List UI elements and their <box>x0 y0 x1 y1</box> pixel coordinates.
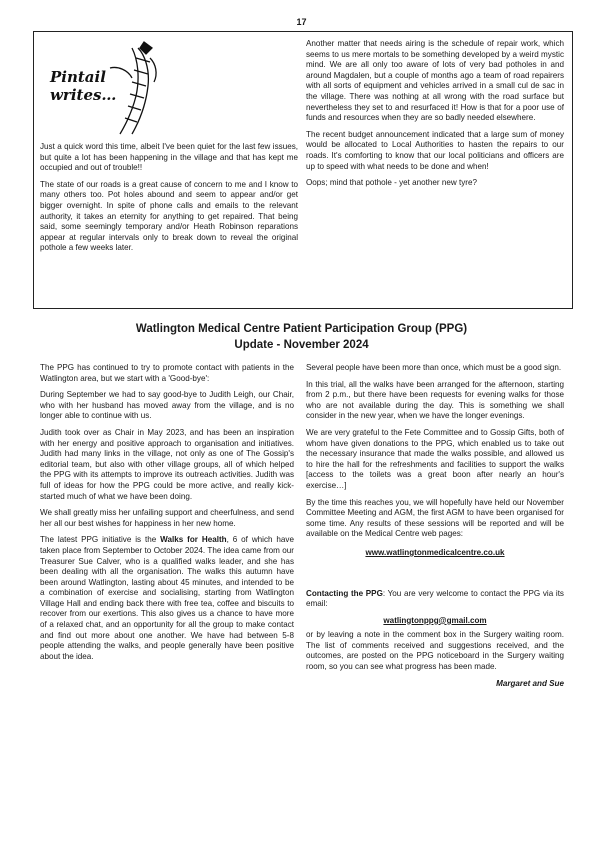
walks-for-health-label: Walks for Health <box>160 535 227 545</box>
pintail-heading: Pintail writes… <box>50 68 117 104</box>
pintail-paragraph: Just a quick word this time, albeit I've been quiet for the last few issues, but quite a lot has been happening in the village and that has kept me occupied and out of trouble!! <box>40 142 298 173</box>
ppg-title <box>0 321 603 353</box>
pintail-paragraph: Another matter that needs airing is the schedule of repair work, which seems to us mere mortals to be something developed by a weird mystic mind. We are all only too aware of lots of very bad potholes in and around Magdalen, but a couple of months ago a team of road repairers with all sorts of equipment and vehicles arrived in a small cul de sac in the village. There was nothing at all wrong with the road surface but nevertheless they set to and resurfaced it! How is that for a poor use of funds and resources when they are so badly needed elsewhere. <box>306 39 564 123</box>
ppg-column-right <box>306 363 564 695</box>
ppg-paragraph: Judith took over as Chair in May 2023, and has been an inspiration with her energy and positive approach to organisation and initiatives. Judith had many links in the village, not only as one of The Gossip's editorial team, but also with other village groups, all of which helped the PPG with its attempts to improve its outreach activities. Judith was full of ideas for how the PPG could be more active, and really kick-started much of what we have been doing. <box>40 427 294 501</box>
ppg-paragraph: We are very grateful to the Fete Committee and to Gossip Gifts, both of whom have given donations to the PPG, which enabled us to take out the necessary insurance that made the walks possible, and allowed us to hire the hall for the refreshments and facilities to support the walks [access to the toilets was a great boon after nearly an hour's exercise…] <box>306 427 564 490</box>
ppg-paragraph: The PPG has continued to try to promote contact with patients in the Watlington area, but we start with a 'Good-bye': <box>40 363 294 383</box>
ppg-paragraph: By the time this reaches you, we will hopefully have held our November Committee Meeting and AGM, the first AGM to have been organised for some time. Any results of these sessions will be reported and will be available on the Medical Centre web pages: <box>306 497 564 539</box>
page-number: 17 <box>296 17 307 27</box>
ppg-paragraph: In this trial, all the walks have been arranged for the afternoon, starting from 2 p.m., but there have been requests for evening walks for those who are not available during the day. This is something we shall consider in the new year, when we have the longer evenings. <box>306 379 564 421</box>
pintail-column-right <box>306 39 564 195</box>
contact-label: Contacting the PPG <box>306 588 383 598</box>
pintail-column-box <box>33 31 573 309</box>
ppg-title-line1: Watlington Medical Centre Patient Participation Group (PPG) <box>135 323 468 335</box>
ppg-paragraph: Several people have been more than once, which must be a good sign. <box>306 363 562 372</box>
contact-text: : You are very welcome to contact the PPG via its email: <box>306 588 564 609</box>
ppg-column-left <box>40 363 294 668</box>
signature: Margaret and Sue <box>496 678 564 688</box>
ppg-title-line2: Update - November 2024 <box>234 339 369 351</box>
walks-rest-text: , 6 of which have taken place from September to October 2024. The idea came from our Treasurer Sue Calver, who is a qualified walks leader, and she has been dealing with all the organisation. The walks this autumn have been around Watlington, lasting about 45 minutes, and intended to be a combination of exercise and socialising, starting from Watlington Village Hall and ending back there with free tea, coffee and biscuits to recover from our exertions. This also gives us a chance to have more of a relaxed chat, and an opportunity for all the group to make contact and find out more about one another. We have had between 5-8 people attending the walks, and people generally have been positive about the idea. <box>40 535 294 661</box>
ppg-contact-paragraph <box>306 589 564 610</box>
medical-centre-website-link[interactable]: www.watlingtonmedicalcentre.co.uk <box>365 547 505 557</box>
pintail-paragraph: The state of our roads is a great cause of concern to me and I know to many others too. Pot holes abound and seem to appear and/or get bigger overnight. In spite of phone calls and emails to the relevant authority, it takes an eternity for anything to get repaired. That being said, some seemingly temporary and/or Heath Robinson reparations appear at regular intervals only to break down to reveal the original pothole a few weeks later. <box>40 179 298 253</box>
ppg-email-link[interactable]: watlingtonppg@gmail.com <box>383 615 487 625</box>
pintail-column-left <box>40 142 298 260</box>
pintail-header-art <box>40 38 160 138</box>
ppg-walks-paragraph <box>40 535 294 662</box>
pintail-paragraph: Oops; mind that pothole - yet another new tyre? <box>306 178 477 188</box>
pintail-paragraph: The recent budget announcement indicated that a large sum of money would be allocated to Local Authorities to hasten the repairs to our roads. It's comforting to know that our local politicians and officers are up to speed with what needs to be done and when! <box>306 129 564 171</box>
ppg-paragraph: During September we had to say good-bye to Judith Leigh, our Chair, who with her husband has moved away from the village, and is no longer able to continue with us. <box>40 390 294 421</box>
walks-intro-text: The latest PPG initiative is the <box>40 535 161 545</box>
ppg-paragraph: We shall greatly miss her unfailing support and cheerfulness, and send her all our best wishes for happiness in her new home. <box>40 508 294 528</box>
ppg-paragraph: or by leaving a note in the comment box in the Surgery waiting room. The list of comments received and suggestions received, and the outcomes, are posted on the PPG noticeboard in the Surgery waiting room, so you can see what progress has been made. <box>306 630 564 672</box>
